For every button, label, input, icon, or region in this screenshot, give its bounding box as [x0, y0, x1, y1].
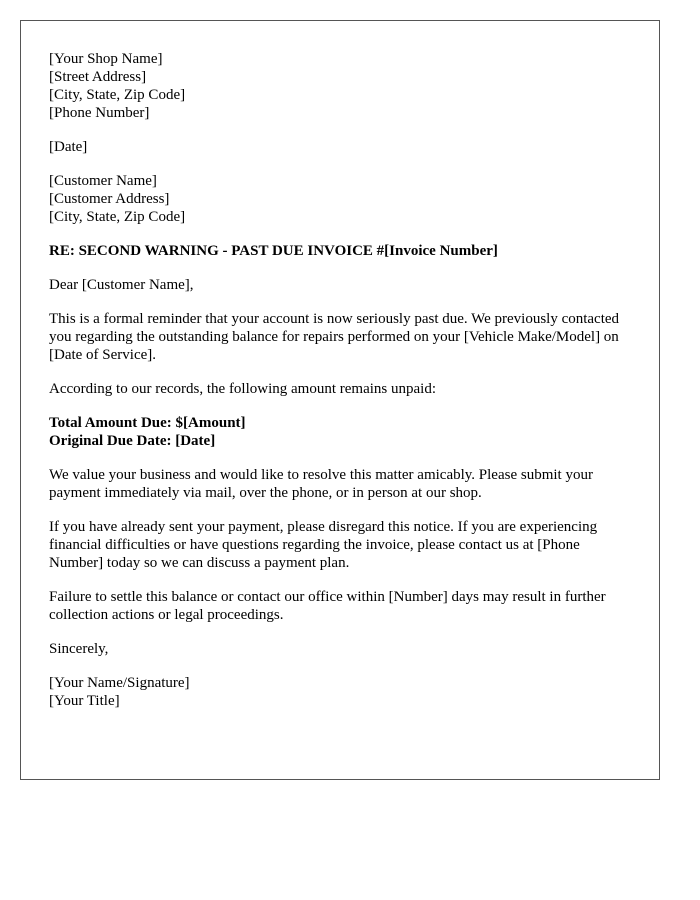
signature-block	[49, 674, 631, 710]
letter-date	[49, 138, 631, 156]
sender-phone: [Phone Number]	[49, 105, 150, 121]
date-text: [Date]	[49, 139, 88, 155]
sender-city-state-zip: [City, State, Zip Code]	[49, 87, 186, 103]
original-due-date: Original Due Date: [Date]	[49, 433, 216, 449]
sender-street-address: [Street Address]	[49, 69, 147, 85]
amount-due-block	[49, 414, 631, 450]
salutation: Dear [Customer Name],	[49, 277, 194, 293]
total-amount-due: Total Amount Due: $[Amount]	[49, 415, 246, 431]
signature-name: [Your Name/Signature]	[49, 675, 190, 691]
paragraph-records: According to our records, the following amount remains unpaid:	[49, 381, 436, 397]
sender-shop-name: [Your Shop Name]	[49, 51, 163, 67]
recipient-city-state-zip: [City, State, Zip Code]	[49, 209, 186, 225]
paragraph-failure: Failure to settle this balance or contact our office within [Number] days may result in further collection actions or legal proceedings.	[49, 589, 606, 623]
recipient-address: [Customer Address]	[49, 191, 170, 207]
closing: Sincerely,	[49, 641, 109, 657]
paragraph-intro: This is a formal reminder that your account is now seriously past due. We previously contacted you regarding the outstanding balance for repairs performed on your [Vehicle Make/Model] on [Date of Service].	[49, 311, 620, 363]
paragraph-value: We value your business and would like to resolve this matter amicably. Please submit your payment immediately via mail, over the phone, or in person at our shop.	[49, 467, 593, 501]
subject-line: RE: SECOND WARNING - PAST DUE INVOICE #[Invoice Number]	[49, 243, 498, 259]
letter-page	[20, 20, 660, 780]
recipient-name: [Customer Name]	[49, 173, 157, 189]
recipient-address-block	[49, 172, 631, 226]
signature-title: [Your Title]	[49, 693, 120, 709]
paragraph-already-paid: If you have already sent your payment, please disregard this notice. If you are experiencing financial difficulties or have questions regarding the invoice, please contact us at [Phone Number] today so we can discuss a payment plan.	[49, 519, 598, 571]
sender-address-block	[49, 50, 631, 122]
